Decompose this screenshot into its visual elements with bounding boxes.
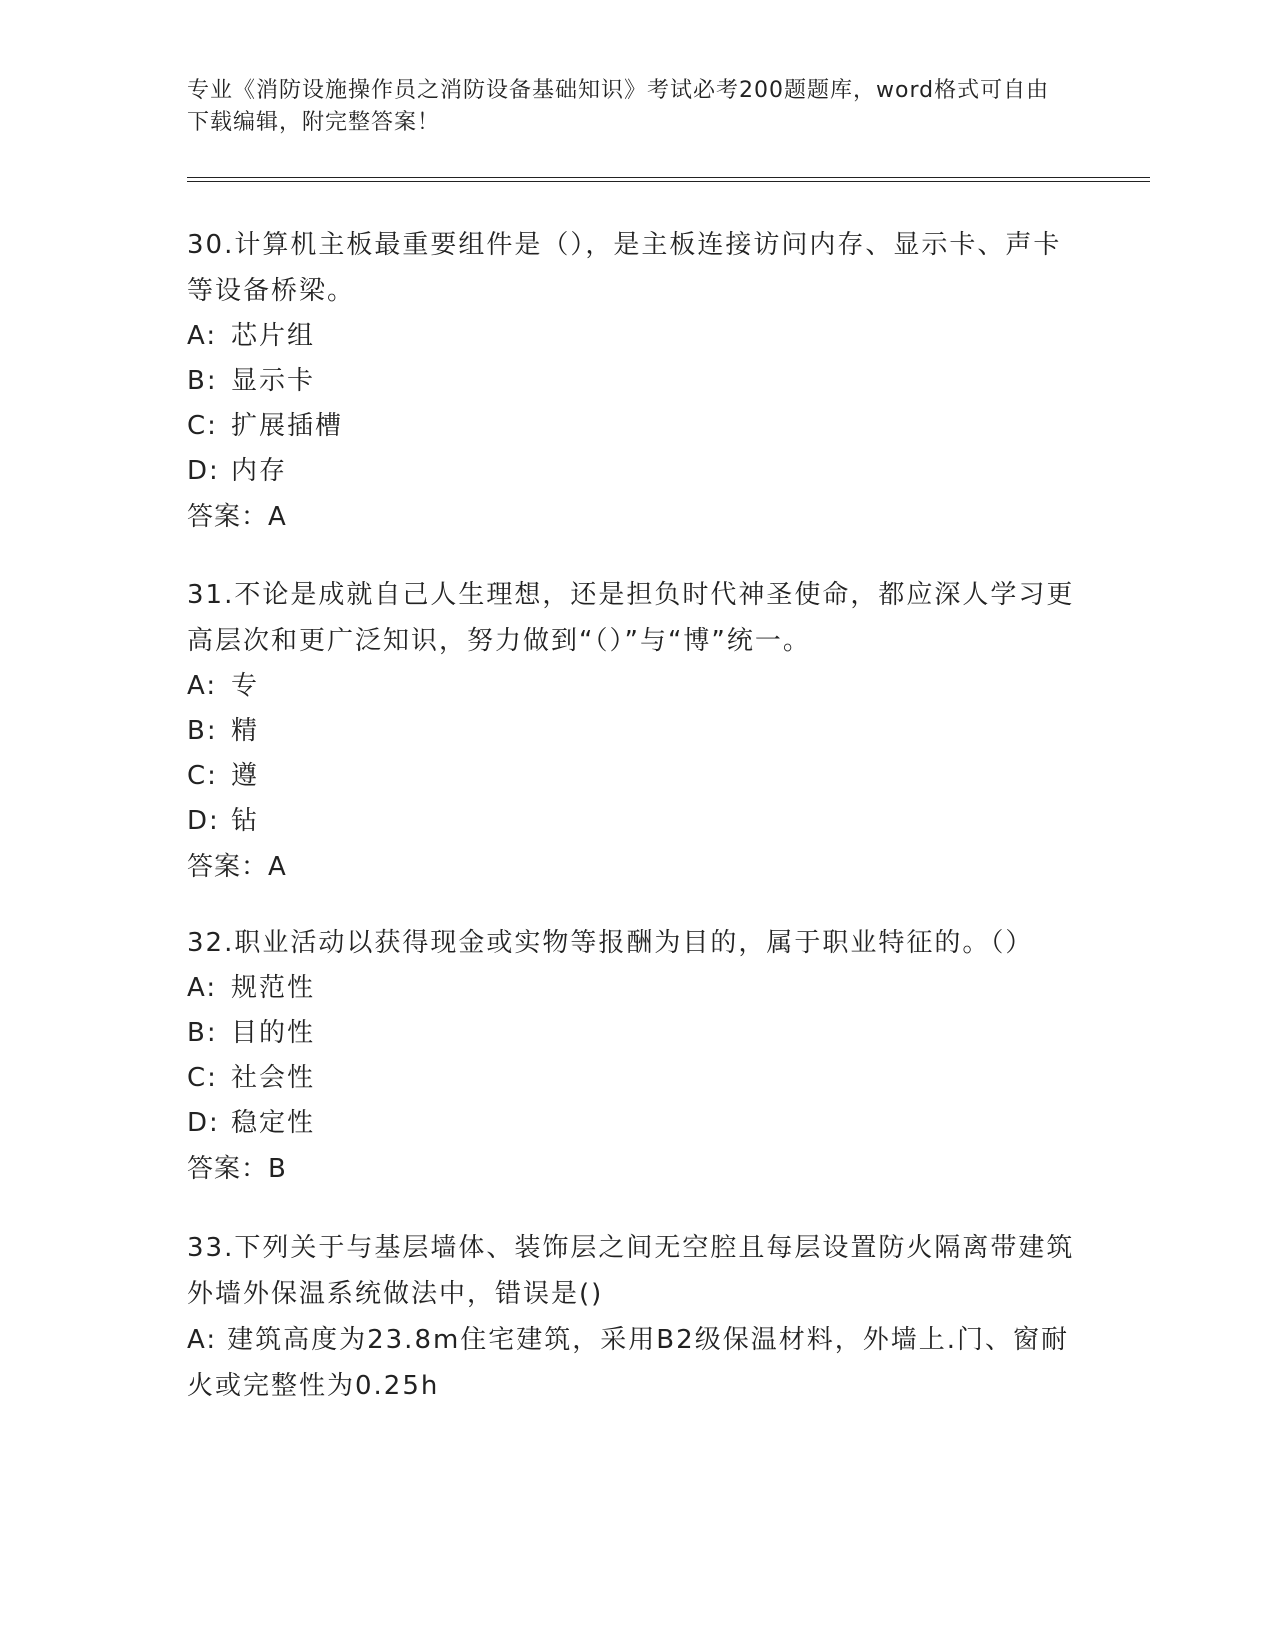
- option-text: 稳定性: [231, 1108, 316, 1138]
- option-text: 内存: [231, 456, 288, 486]
- answer-line: 答案：A: [187, 502, 287, 532]
- option-letter: D:: [187, 806, 220, 836]
- option-letter: C:: [187, 1063, 218, 1093]
- option-c: [187, 404, 1087, 449]
- option-a: [187, 664, 1087, 709]
- document-header: 专业《消防设施操作员之消防设备基础知识》考试必考200题题库，word格式可自由下载编辑，附完整答案！: [187, 78, 1050, 135]
- option-letter: C:: [187, 411, 218, 441]
- option-a: [187, 966, 1087, 1011]
- option-d: [187, 449, 1087, 494]
- option-d: [187, 1101, 1087, 1146]
- answer-line: 答案：A: [187, 852, 287, 882]
- option-a: [187, 1317, 1087, 1409]
- option-text: 显示卡: [231, 366, 316, 396]
- question-30: [187, 222, 1087, 540]
- option-text: 钻: [231, 806, 260, 836]
- option-b: [187, 1011, 1087, 1056]
- option-letter: A:: [187, 671, 218, 701]
- option-text: 目的性: [231, 1018, 316, 1048]
- option-text: 扩展插槽: [231, 411, 344, 441]
- option-letter: C:: [187, 761, 218, 791]
- option-letter: B:: [187, 366, 218, 396]
- option-letter: D:: [187, 1108, 220, 1138]
- option-text: 专: [231, 671, 260, 701]
- option-letter: B:: [187, 716, 218, 746]
- option-letter: A:: [187, 1325, 218, 1355]
- question-text: 32.职业活动以获得现金或实物等报酬为目的，属于职业特征的。（）: [187, 928, 1034, 958]
- option-text: 规范性: [231, 973, 316, 1003]
- option-a: [187, 314, 1087, 359]
- option-text: 建筑高度为23.8m住宅建筑，采用B2级保温材料，外墙上.门、窗耐火或完整性为0.25h: [187, 1325, 1069, 1401]
- option-letter: D:: [187, 456, 220, 486]
- option-text: 精: [231, 716, 260, 746]
- option-text: 芯片组: [231, 321, 316, 351]
- option-letter: A:: [187, 973, 218, 1003]
- option-letter: A:: [187, 321, 218, 351]
- option-text: 社会性: [231, 1063, 316, 1093]
- option-letter: B:: [187, 1018, 218, 1048]
- header-divider: [187, 177, 1150, 182]
- question-text: 33.下列关于与基层墙体、装饰层之间无空腔且每层设置防火隔离带建筑外墙外保温系统做法中，错误是(): [187, 1233, 1075, 1309]
- option-b: [187, 709, 1087, 754]
- question-text: 30.计算机主板最重要组件是（），是主板连接访问内存、显示卡、声卡等设备桥梁。: [187, 230, 1062, 306]
- answer-line: 答案：B: [187, 1154, 287, 1184]
- option-d: [187, 799, 1087, 844]
- question-31: [187, 572, 1087, 890]
- option-text: 遵: [231, 761, 260, 791]
- option-c: [187, 1056, 1087, 1101]
- question-33: [187, 1225, 1087, 1409]
- option-c: [187, 754, 1087, 799]
- question-32: [187, 920, 1087, 1192]
- question-text: 31.不论是成就自己人生理想，还是担负时代神圣使命，都应深人学习更高层次和更广泛知识，努力做到“（）”与“博”统一。: [187, 580, 1075, 656]
- option-b: [187, 359, 1087, 404]
